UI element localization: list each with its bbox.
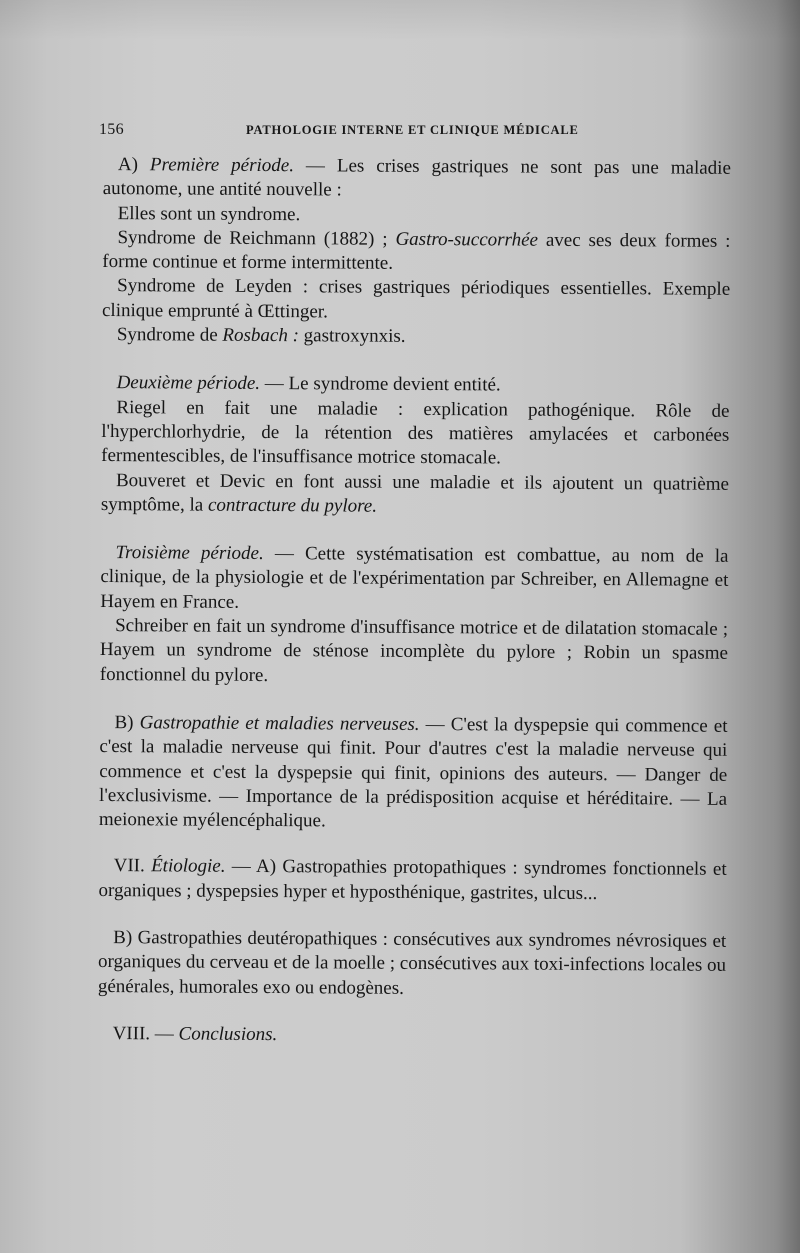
paragraph: Riegel en fait une maladie : explication pathogénique. Rôle de l'hyperchlorhydrie, de la rétention des matières amylacées et carbonées fermentescibles, de l'insuffisance motrice stomacale. [101, 396, 730, 469]
running-title: PATHOLOGIE INTERNE ET CLINIQUE MÉDICALE [246, 123, 579, 137]
paragraph: VIII. — Conclusions. [112, 1022, 278, 1045]
paragraph: Deuxième période. — Le syndrome devient entité. [116, 372, 501, 396]
running-head [99, 121, 719, 141]
page-number: 156 [99, 121, 124, 138]
paragraph: Bouveret et Devic en font aussi une maladie et ils ajoutent un quatrième symptôme, la contracture du pylore. [100, 469, 730, 517]
paragraph: Troisième période. — Cette systématisation est combattue, au nom de la clinique, de la physiologie et de l'expérimentation par Schreiber, en Allemagne et Hayem en France. [100, 542, 729, 613]
paragraph: B) Gastropathies deutéropathiques : consécutives aux syndromes névrosiques et organiques du cerveau et de la moelle ; consécutives aux toxi-infections locales ou générales, humorales exo ou endogènes. [97, 927, 727, 999]
paragraph: Schreiber en fait un syndrome d'insuffisance motrice et de dilatation stomacale ; Hayem un syndrome de sténose incomplète du pylore ; Robin un spasme fonctionnel du pylore. [99, 615, 729, 686]
paragraph: VII. Étiologie. — A) Gastropathies protopathiques : syndromes fonctionnels et organiques ; dyspepsies hyper et hyposthénique, gastrites, ulcus... [98, 855, 727, 904]
paragraph: A) Première période. — Les crises gastriques ne sont pas une maladie autonome, une antité nouvelle : [102, 154, 731, 201]
body-text [98, 153, 731, 1050]
page-shadow [0, 0, 800, 40]
paragraph: Elles sont un syndrome. [117, 202, 301, 225]
paragraph: B) Gastropathie et maladies nerveuses. — C'est la dyspepsie qui commence et c'est la maladie nerveuse qui finit. Pour d'autres c'est la maladie nerveuse qui commence et c'est la dyspepsie qui finit, opinions des auteurs. — Danger de l'exclusivisme. — Importance de la prédisposition acquise et héréditaire. — La meionexie myélencéphalique. [98, 712, 728, 832]
paragraph: Syndrome de Rosbach : gastroxynxis. [116, 324, 406, 347]
paragraph: Syndrome de Reichmann (1882) ; Gastro-succorrhée avec ses deux formes : forme continue et forme intermittente. [102, 226, 731, 274]
paragraph: Syndrome de Leyden : crises gastriques périodiques essentielles. Exemple clinique emprunté à Œttinger. [101, 275, 731, 323]
